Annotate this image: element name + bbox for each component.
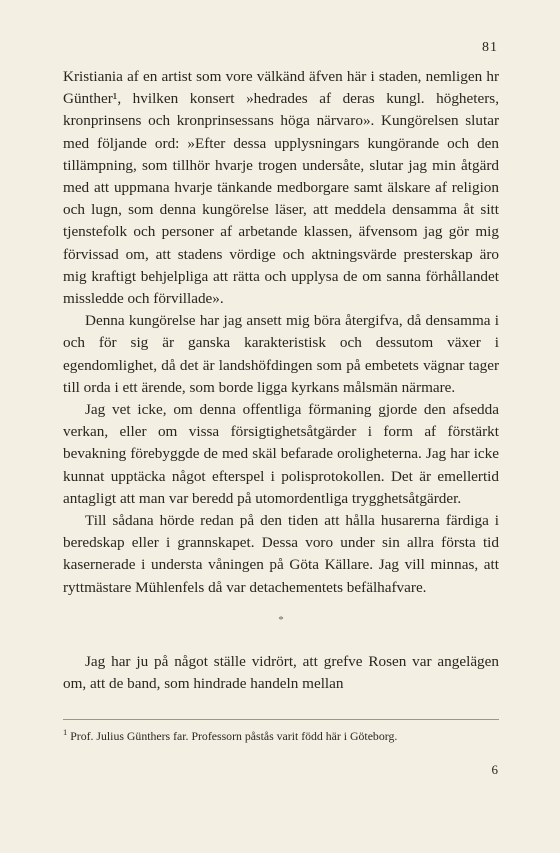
- footnote-rule: [63, 719, 499, 720]
- paragraph-5: Jag har ju på något ställe vidrört, att grefve Rosen var angelägen om, att de band, som hindrade handeln mellan: [63, 652, 499, 693]
- footnote-text: Prof. Julius Günthers far. Professorn påstås varit född här i Göteborg.: [70, 728, 398, 743]
- page-number: 81: [482, 40, 498, 55]
- paragraph-4: Till sådana hörde redan på den tiden att hålla husarerna färdiga i beredskap eller i grannskapet. Dessa voro under sin allra första tid kasernerade i understa våningen på Göta Källare. Jag vill minnas, att ryttmästare Mühlenfels då var detachementets befälhafvare.: [63, 512, 499, 596]
- body-text: [63, 66, 499, 695]
- footnote: [63, 724, 499, 744]
- signature-mark: 6: [491, 762, 498, 777]
- footnote-number: 1: [63, 727, 68, 737]
- paragraph-3: Jag vet icke, om denna offentliga förmaning gjorde den afsedda verkan, eller om vissa försigtighetsåtgärder i form af förstärkt bevakning förebyggde de med skäl befarade oroligheterna. Jag har icke kunnat upptäcka något efterspel i polisprotokollen. Det är emellertid antagligt att man var beredd på utomordentliga trygghetsåtgärder.: [63, 401, 499, 507]
- paragraph-2: Denna kungörelse har jag ansett mig böra återgifva, då densamma i och för sig är ganska karakteristisk och dessutom växer i egendomlighet, då det är landshöfdingen som på embetets vägnar tager till orda i ett ärende, som borde ligga kyrkans målsmän närmare.: [63, 312, 499, 396]
- paragraph-1: Kristiania af en artist som vore välkänd äfven här i staden, nemligen hr Günther¹, hvilken konsert »hedrades af deras kungl. högheters, kronprinsens och kronprinsessans höga närvaro». Kungörelsen slutar med följande ord: »Efter dessa upplysningars kungörande och den tillämpning, som tillhör hvarje trogen undersåte, slutar jag min åtgärd med att uppmana hvarje tänkande medborgare samt älskare af religion och lugn, som denna kungörelse läser, att meddela densamma åt sitt tjenstefolk och personer af arbetande klassen, äfvensom jag gör mig förvissad om, att stadens vördige och aktningsvärde presterskap äro mig kraftigt behjelpliga att rätta och upplysa de om sanna förhållandet missledde och förvillade».: [63, 68, 499, 308]
- section-divider: *: [278, 613, 284, 626]
